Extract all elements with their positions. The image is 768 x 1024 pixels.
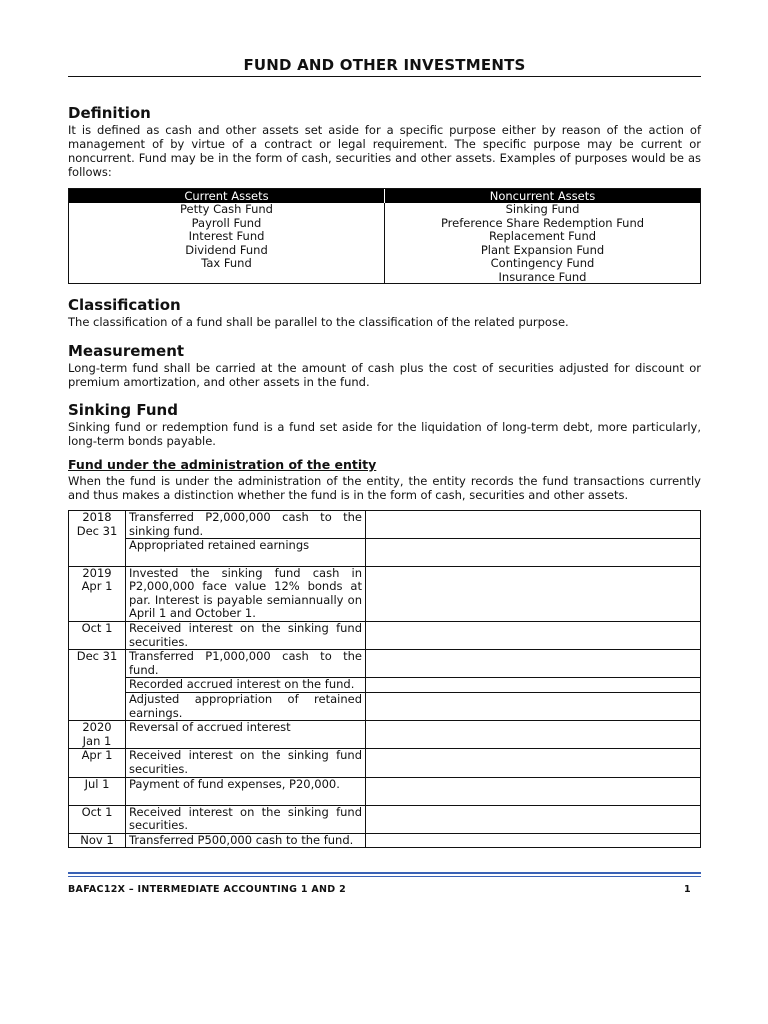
definition-text: It is defined as cash and other assets set aside for a specific purpose either by reason of the action of management of by virtue of a contract or legal requirement. The specific purpose may be current or noncurrent. Fund may be in the form of cash, securities and other assets. Examples of purposes would be as follows: [68, 123, 701, 179]
entry-description: Reversal of accrued interest [126, 721, 366, 749]
entry-date-line: Apr 1 [81, 579, 113, 594]
journal-entries-table [68, 510, 701, 848]
entry-amount-cell [366, 805, 701, 833]
noncurrent-asset-item: Replacement Fund [488, 229, 597, 244]
entry-description: Received interest on the sinking fund securities. [126, 805, 366, 833]
definition-heading: Definition [68, 104, 151, 122]
journal-row [69, 833, 701, 848]
entry-description: Transferred P2,000,000 cash to the sinking fund. [126, 511, 366, 539]
journal-row [69, 678, 701, 693]
footer-divider-thin [68, 876, 701, 877]
fund-admin-heading: Fund under the administration of the entity [68, 457, 377, 472]
fund-purposes-header [69, 189, 700, 203]
current-asset-item: Dividend Fund [185, 242, 268, 257]
page-number: 1 [684, 884, 691, 895]
classification-heading: Classification [68, 296, 181, 314]
entry-date [69, 539, 126, 567]
sinking-fund-heading: Sinking Fund [68, 401, 178, 419]
entry-date [69, 678, 126, 693]
page-title: FUND AND OTHER INVESTMENTS [243, 56, 526, 74]
journal-row [69, 749, 701, 777]
journal-row [69, 805, 701, 833]
title-divider [68, 76, 701, 77]
entry-amount-cell [366, 833, 701, 848]
noncurrent-asset-item: Contingency Fund [490, 256, 595, 271]
current-asset-item: Payroll Fund [191, 215, 262, 230]
entry-date [69, 721, 126, 749]
entry-amount-cell [366, 749, 701, 777]
entry-amount-cell [366, 539, 701, 567]
journal-row [69, 721, 701, 749]
entry-description: Recorded accrued interest on the fund. [126, 678, 366, 693]
entry-description: Received interest on the sinking fund securities. [126, 622, 366, 650]
entry-amount-cell [366, 566, 701, 621]
entry-date-line: Dec 31 [76, 523, 118, 538]
entry-date: Nov 1 [69, 833, 126, 848]
current-asset-item: Tax Fund [201, 256, 252, 271]
fund-purposes-table [68, 188, 701, 284]
entry-date [69, 693, 126, 721]
current-assets-column [69, 203, 385, 283]
journal-row [69, 539, 701, 567]
entry-date-line: Jan 1 [82, 733, 112, 748]
entry-description: Transferred P500,000 cash to the fund. [126, 833, 366, 848]
measurement-text: Long-term fund shall be carried at the amount of cash plus the cost of securities adjusted for discount or premium amortization, and other assets in the fund. [68, 361, 701, 389]
current-asset-item: Interest Fund [188, 229, 265, 244]
entry-amount-cell [366, 650, 701, 678]
entry-date: Oct 1 [69, 805, 126, 833]
footer-divider [68, 872, 701, 874]
entry-amount-cell [366, 721, 701, 749]
journal-row [69, 693, 701, 721]
entry-description: Adjusted appropriation of retained earnings. [126, 693, 366, 721]
entry-date [69, 566, 126, 621]
entry-amount-cell [366, 693, 701, 721]
entry-amount-cell [366, 678, 701, 693]
entry-date [69, 511, 126, 539]
noncurrent-assets-header: Noncurrent Assets [489, 189, 596, 203]
sinking-fund-text: Sinking fund or redemption fund is a fund set aside for the liquidation of long-term debt, more particularly, long-term bonds payable. [68, 420, 701, 448]
journal-row [69, 511, 701, 539]
entry-date-line: 2018 [82, 510, 112, 524]
entry-description: Payment of fund expenses, P20,000. [126, 777, 366, 805]
entry-description: Appropriated retained earnings [126, 539, 366, 567]
noncurrent-assets-column [385, 203, 700, 283]
noncurrent-asset-item: Insurance Fund [498, 269, 587, 284]
entry-date: Oct 1 [69, 622, 126, 650]
classification-text: The classification of a fund shall be parallel to the classification of the related purpose. [68, 315, 569, 329]
noncurrent-asset-item: Plant Expansion Fund [480, 242, 605, 257]
entry-description: Received interest on the sinking fund securities. [126, 749, 366, 777]
noncurrent-asset-item: Sinking Fund [505, 202, 580, 216]
measurement-heading: Measurement [68, 342, 185, 360]
entry-description: Invested the sinking fund cash in P2,000,000 face value 12% bonds at par. Interest is payable semiannually on April 1 and October 1. [126, 566, 366, 621]
current-asset-item: Petty Cash Fund [180, 202, 273, 216]
journal-row [69, 777, 701, 805]
entry-amount-cell [366, 511, 701, 539]
entry-date-line: 2019 [82, 565, 112, 580]
entry-date-line: 2020 [82, 720, 112, 735]
fund-admin-text: When the fund is under the administration of the entity, the entity records the fund transactions currently and thus makes a distinction whether the fund is in the form of cash, securities and other assets. [68, 474, 701, 502]
entry-amount-cell [366, 622, 701, 650]
journal-row [69, 622, 701, 650]
noncurrent-asset-item: Preference Share Redemption Fund [440, 215, 645, 230]
footer-course-code: BAFAC12X – INTERMEDIATE ACCOUNTING 1 AND 2 [68, 884, 346, 895]
entry-description: Transferred P1,000,000 cash to the fund. [126, 650, 366, 678]
journal-row [69, 650, 701, 678]
entry-date: Jul 1 [69, 777, 126, 805]
entry-date: Dec 31 [69, 650, 126, 678]
entry-date: Apr 1 [69, 749, 126, 777]
entry-amount-cell [366, 777, 701, 805]
journal-row [69, 566, 701, 621]
current-assets-header: Current Assets [69, 189, 385, 203]
